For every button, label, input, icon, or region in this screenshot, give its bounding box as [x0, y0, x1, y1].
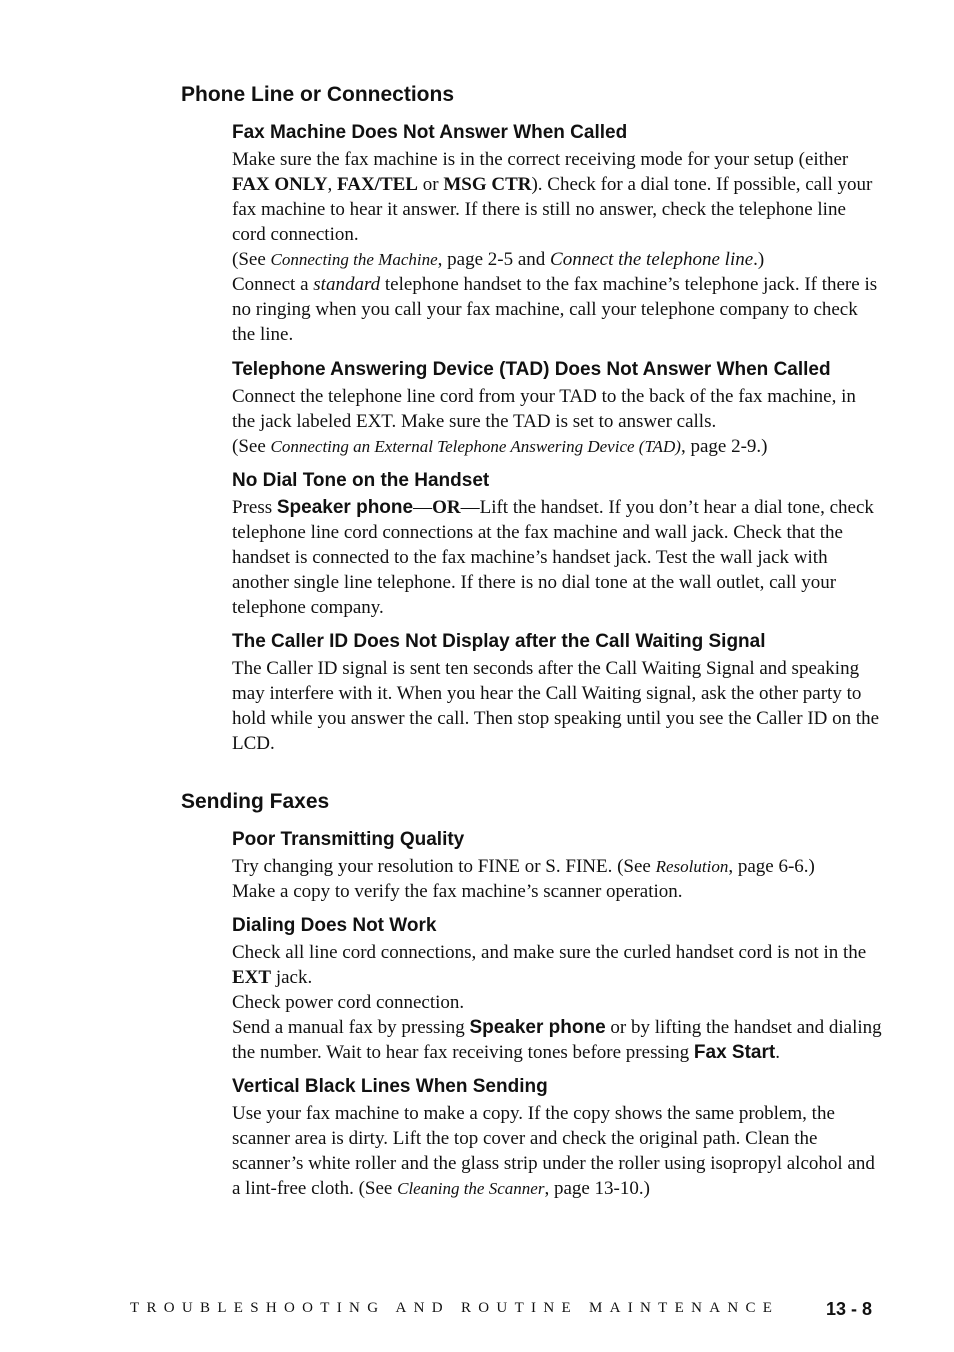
item-tad-no-answer: [232, 358, 882, 459]
item-paragraph: Check power cord connection.: [232, 992, 465, 1013]
item-caller-id: [232, 630, 882, 756]
item-paragraph-reference: (See Connecting the Machine, page 2-5 and Connect the telephone line.): [232, 249, 765, 270]
section-heading-sending-faxes: Sending Faxes: [181, 790, 330, 813]
item-title: Poor Transmitting Quality: [232, 829, 465, 850]
item-paragraph: Check all line cord connections, and make sure the curled handset cord is not in the EXT jack.: [232, 942, 867, 988]
item-dialing: [232, 914, 882, 1065]
section-heading-phone-line: Phone Line or Connections: [181, 83, 455, 106]
item-paragraph: Make a copy to verify the fax machine’s scanner operation.: [232, 881, 683, 902]
item-paragraph: Connect the telephone line cord from your TAD to the back of the fax machine, in the jack labeled EXT. Make sure the TAD is set to answer calls.: [232, 386, 856, 432]
item-paragraph-reference: (See Connecting an External Telephone Answering Device (TAD), page 2-9.): [232, 436, 768, 457]
item-paragraph: Make sure the fax machine is in the correct receiving mode for your setup (either FAX ONLY, FAX/TEL or MSG CTR). Check for a dial tone. If possible, call your fax machine to hear it answer. If there is still no answer, check the telephone line cord connection.: [232, 149, 873, 245]
item-title: Telephone Answering Device (TAD) Does Not Answer When Called: [232, 359, 831, 380]
footer-page-number: 13 - 8: [826, 1299, 873, 1319]
item-paragraph: Connect a standard telephone handset to the fax machine’s telephone jack. If there is no ringing when you call your fax machine, call your telephone company to check the line.: [232, 274, 878, 345]
item-paragraph: Press Speaker phone—OR—Lift the handset. If you don’t hear a dial tone, check telephone line cord connections at the fax machine and wall jack. Check that the handset is connected to the fax machine’s handset jack. Test the wall jack with another single line telephone. If there is no dial tone at the wall outlet, call your telephone company.: [232, 497, 874, 618]
item-title: Vertical Black Lines When Sending: [232, 1076, 548, 1097]
item-fax-no-answer: [232, 121, 882, 347]
item-paragraph: The Caller ID signal is sent ten seconds after the Call Waiting Signal and speaking may interfere with it. When you hear the Call Waiting signal, ask the other party to hold while you answer the call. Then stop speaking until you see the Caller ID on the LCD.: [232, 658, 880, 754]
item-paragraph: Try changing your resolution to FINE or S. FINE. (See Resolution, page 6-6.): [232, 856, 815, 877]
item-poor-quality: [232, 828, 882, 904]
item-title: Dialing Does Not Work: [232, 915, 437, 936]
item-title: No Dial Tone on the Handset: [232, 470, 490, 491]
item-paragraph: Use your fax machine to make a copy. If the copy shows the same problem, the scanner area is dirty. Lift the top cover and check the original path. Clean the scanner’s white roller and the glass strip under the roller using isopropyl alcohol and a lint-free cloth. (See Cleaning the Scanner, page 13-10.): [232, 1103, 875, 1199]
item-no-dial-tone: [232, 469, 882, 620]
footer-chapter-title: TROUBLESHOOTING AND ROUTINE MAINTENANCE: [130, 1300, 780, 1316]
item-vertical-lines: [232, 1075, 882, 1201]
item-paragraph: Send a manual fax by pressing Speaker phone or by lifting the handset and dialing the number. Wait to hear fax receiving tones before pressing Fax Start.: [232, 1017, 882, 1063]
item-title: The Caller ID Does Not Display after the Call Waiting Signal: [232, 631, 766, 652]
item-title: Fax Machine Does Not Answer When Called: [232, 122, 628, 143]
